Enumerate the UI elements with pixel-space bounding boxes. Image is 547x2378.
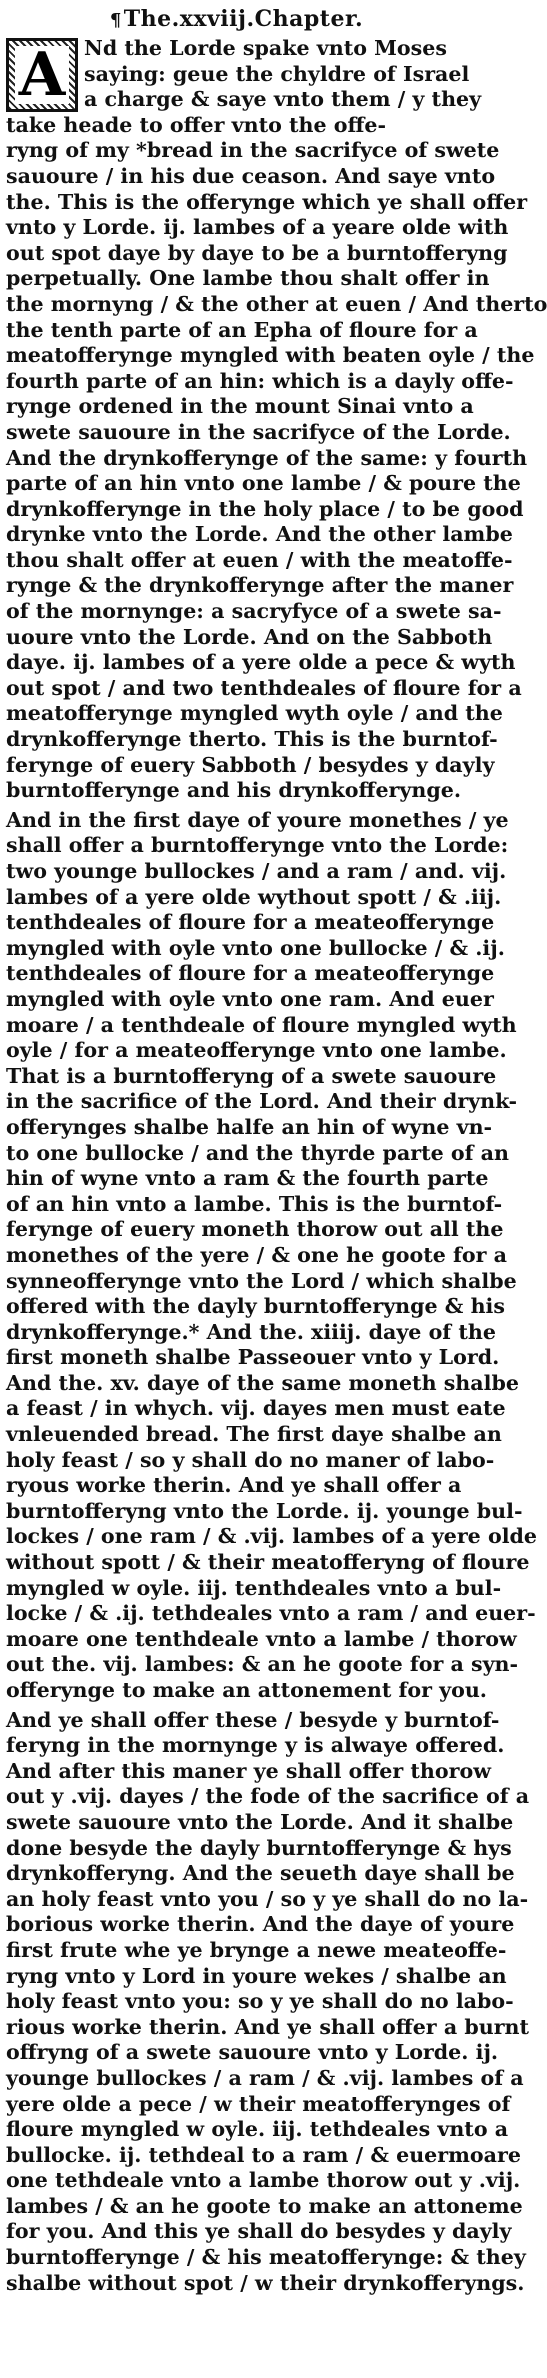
text-line: rynge & the drynkofferynge after the maner: [6, 573, 514, 598]
text-line: daye. ij. lambes of a yere olde a pece & wyth: [6, 650, 516, 675]
text-line: of the mornynge: a sacryfyce of a swete sa-: [6, 599, 502, 624]
text-line: tenthdeales of floure for a meateofferynge: [6, 910, 495, 935]
text-line: borious worke therin. And the daye of youre: [6, 1912, 515, 1937]
paragraph: [6, 807, 538, 1704]
text-line: rynge ordened in the mount Sinai vnto a: [6, 394, 474, 419]
text-line: meatofferynge myngled with beaten oyle / the: [6, 343, 535, 368]
text-line: moare one tenthdeale vnto a lambe / thorow: [6, 1626, 517, 1651]
text-line: vnto y Lorde. ij. lambes of a yeare olde with: [6, 215, 509, 240]
text-line: the. This is the offerynge which ye shall offer: [6, 189, 528, 214]
text-line: swete sauoure vnto the Lorde. And it shalbe: [6, 1809, 514, 1834]
text-line: first frute whe ye brynge a newe meateoffe-: [6, 1937, 507, 1962]
text-line: offryng of a swete sauoure vnto y Lorde. ij.: [6, 2040, 499, 2065]
text-line: without spott / & their meatofferyng of floure: [6, 1550, 530, 1575]
text-line: burntofferynge / & his meatofferynge: & they: [6, 2245, 526, 2270]
text-line: And the drynkofferynge of the same: y fourth: [6, 445, 528, 470]
text-line: of an hin vnto a lambe. This is the burntof-: [6, 1191, 503, 1216]
text-line: an holy feast vnto you / so y ye shall do no la-: [6, 1886, 529, 1911]
text-line: first moneth shalbe Passeouer vnto y Lord.: [6, 1345, 500, 1370]
text-line: out spot daye by daye to be a burntofferyng: [6, 240, 508, 265]
text-line: floure myngled w oyle. iij. tethdeales vnto a: [6, 2117, 509, 2142]
text-line: And in the first daye of youre monethes / ye: [6, 807, 509, 832]
text-line: drynkofferynge.* And the. xiiij. daye of the: [6, 1319, 496, 1344]
chapter-heading: [6, 6, 467, 34]
text-line: out the. vij. lambes: & an he goote for a syn-: [6, 1652, 519, 1677]
text-line: meatofferynge myngled wyth oyle / and the: [6, 701, 503, 726]
text-line: offerynge to make an attonement for you.: [6, 1678, 487, 1702]
text-line: That is a burntofferyng of a swete sauoure: [6, 1063, 497, 1088]
text-line: younge bullockes / a ram / & .vij. lambes of a: [6, 2065, 524, 2090]
text-line: a charge & saye vnto them / y they: [84, 87, 482, 112]
text-line: ryng vnto y Lord in youre wekes / shalbe an: [6, 1963, 507, 1988]
text-line: burntofferynge and his drynkofferynge.: [6, 778, 462, 803]
text-line: holy feast vnto you: so y ye shall do no labo-: [6, 1989, 514, 2014]
text-line: shall offer a burntofferynge vnto the Lorde:: [6, 833, 509, 858]
text-line: lambes / & an he goote to make an attoneme: [6, 2193, 523, 2218]
text-line: perpetually. One lambe thou shalt offer in: [6, 266, 490, 291]
text-line: drynkofferynge therto. This is the burntof-: [6, 727, 498, 752]
text-line: saying: geue the chyldre of Israel: [84, 61, 470, 86]
text-line: lockes / one ram / & .vij. lambes of a yere olde: [6, 1524, 538, 1549]
text-line: monethes of the yere / & one he goote for a: [6, 1242, 507, 1267]
text-line: synneofferynge vnto the Lord / which shalbe: [6, 1268, 517, 1293]
paragraph: [6, 36, 547, 804]
text-line: hin of wyne vnto a ram & the fourth parte: [6, 1166, 489, 1191]
pilcrow-icon: ¶: [109, 10, 122, 31]
text-line: shalbe without spot / w their drynkofferyngs.: [6, 2270, 525, 2295]
text-line: out y .vij. dayes / the fode of the sacrifice of a: [6, 1784, 530, 1809]
text-line: rious worke therin. And ye shall offer a burnt: [6, 2014, 530, 2039]
text-line: Nd the Lorde spake vnto Moses: [84, 36, 447, 60]
text-line: bullocke. ij. tethdeal to a ram / & euermoare: [6, 2142, 521, 2167]
text-line: And after this maner ye shall offer thorow: [6, 1758, 491, 1783]
text-line: take heade to offer vnto the offe-: [6, 112, 387, 137]
text-line: offered with the dayly burntofferynge & his: [6, 1294, 505, 1319]
initial-letter: A: [15, 46, 70, 104]
text-line: And ye shall offer these / besyde y burntof-: [6, 1707, 500, 1732]
text-line: for you. And this ye shall do besydes y dayly: [6, 2219, 512, 2244]
text-line: a feast / in whych. vij. dayes men must eate: [6, 1396, 506, 1421]
text-line: drynkofferynge in the holy place / to be good: [6, 496, 524, 521]
text-line: out spot / and two tenthdeales of floure for a: [6, 675, 522, 700]
text-line: myngled with oyle vnto one ram. And euer: [6, 986, 494, 1011]
text-line: lambes of a yere olde wythout spott / & .iij.: [6, 884, 502, 909]
text-line: sauoure / in his due ceason. And saye vnto: [6, 163, 496, 188]
text-line: fourth parte of an hin: which is a dayly offe-: [6, 368, 514, 393]
text-line: ryng of my *bread in the sacrifyce of swete: [6, 138, 500, 163]
chapter-heading-text: The.xxviij.Chapter.: [123, 6, 364, 32]
text-line: And the. xv. daye of the same moneth shalbe: [6, 1370, 519, 1395]
text-line: locke / & .ij. tethdeales vnto a ram / and euer-: [6, 1601, 536, 1626]
text-line: drynke vnto the Lorde. And the other lambe: [6, 522, 513, 547]
text-line: offerynges shalbe halfe an hin of wyne vn-: [6, 1114, 493, 1139]
text-line: feryng in the mornynge y is alwaye offered.: [6, 1733, 505, 1758]
text-line: thou shalt offer at euen / with the meatoffe-: [6, 547, 513, 572]
text-line: moare / a tenthdeale of floure myngled wyth: [6, 1012, 517, 1037]
decorated-initial: [6, 38, 78, 112]
text-line: uoure vnto the Lorde. And on the Sabboth: [6, 624, 493, 649]
text-line: in the sacrifice of the Lord. And their drynk-: [6, 1089, 518, 1114]
text-line: myngled w oyle. iij. tenthdeales vnto a bul-: [6, 1575, 502, 1600]
text-line: holy feast / so y shall do no maner of labo-: [6, 1447, 495, 1472]
paragraph: [6, 1707, 530, 2297]
text-line: ferynge of euery Sabboth / besydes y dayly: [6, 752, 495, 777]
text-line: swete sauoure in the sacrifyce of the Lorde.: [6, 419, 511, 444]
text-line: parte of an hin vnto one lambe / & poure the: [6, 471, 521, 496]
text-line: ferynge of euery moneth thorow out all the: [6, 1217, 504, 1242]
text-line: to one bullocke / and the thyrde parte of an: [6, 1140, 509, 1165]
text-line: myngled with oyle vnto one bullocke / & .ij.: [6, 935, 505, 960]
text-line: ryous worke therin. And ye shall offer a: [6, 1473, 462, 1498]
text-line: one tethdeale vnto a lambe thorow out y .vij.: [6, 2168, 521, 2193]
text-line: done besyde the dayly burntofferynge & hys: [6, 1835, 512, 1860]
text-line: tenthdeales of floure for a meateofferynge: [6, 961, 495, 986]
text-line: yere olde a pece / w their meatofferynges of: [6, 2091, 511, 2116]
text-line: the mornyng / & the other at euen / And therto: [6, 291, 547, 316]
text-line: burntofferyng vnto the Lorde. ij. younge bul-: [6, 1498, 523, 1523]
text-line: vnleuended bread. The first daye shalbe an: [6, 1422, 502, 1447]
text-line: two younge bullockes / and a ram / and. vij.: [6, 859, 507, 883]
text-line: oyle / for a meateofferynge vnto one lambe.: [6, 1038, 507, 1063]
text-line: the tenth parte of an Epha of floure for a: [6, 317, 478, 342]
text-line: drynkofferyng. And the seueth daye shall be: [6, 1861, 515, 1886]
first-paragraph: [6, 36, 547, 804]
